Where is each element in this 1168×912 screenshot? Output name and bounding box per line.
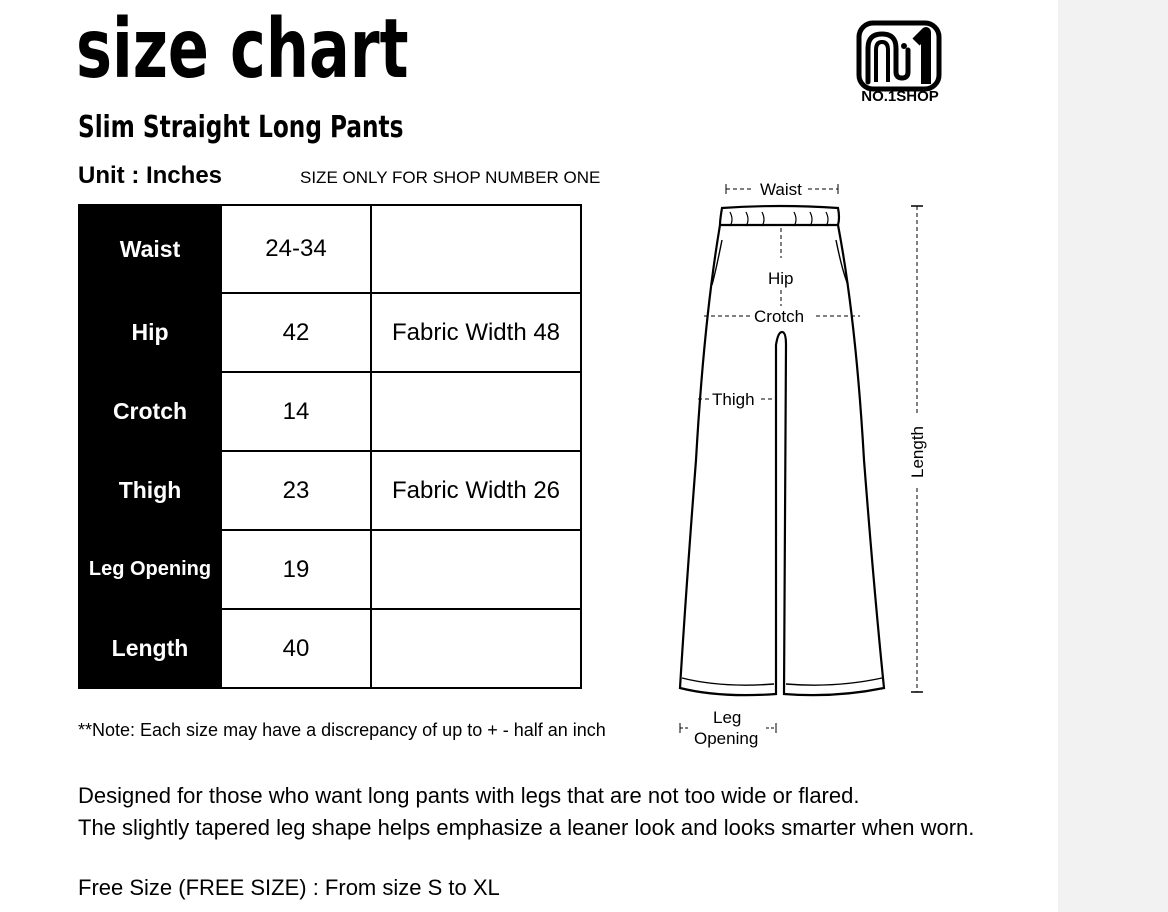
row-extra: Fabric Width 26 (371, 451, 581, 530)
row-extra (371, 530, 581, 609)
row-value: 14 (221, 372, 371, 451)
row-extra: Fabric Width 48 (371, 293, 581, 372)
description-line: Designed for those who want long pants with legs that are not too wide or flared. (78, 783, 860, 808)
table-row (79, 609, 581, 688)
waist-label: Waist (760, 180, 802, 199)
row-label: Waist (79, 205, 221, 293)
pants-diagram (660, 170, 950, 760)
row-label: Hip (79, 293, 221, 372)
row-extra (371, 372, 581, 451)
row-label: Crotch (79, 372, 221, 451)
side-panel (1058, 0, 1168, 912)
page-title: size chart (76, 2, 409, 97)
table-row (79, 372, 581, 451)
length-label: Length (908, 426, 927, 478)
product-description (78, 780, 974, 844)
row-extra (371, 609, 581, 688)
table-row (79, 205, 581, 293)
opening-label: Opening (694, 729, 759, 748)
row-label: Thigh (79, 451, 221, 530)
description-line: The slightly tapered leg shape helps emphasize a leaner look and looks smarter when worn. (78, 815, 975, 840)
unit-label: Unit : Inches (78, 162, 223, 189)
row-value: 23 (221, 451, 371, 530)
discrepancy-note: **Note: Each size may have a discrepancy of up to + - half an inch (78, 720, 606, 740)
length-measure (908, 206, 927, 692)
row-label: Leg Opening (79, 530, 221, 609)
hip-label: Hip (768, 269, 794, 288)
waist-measure (726, 180, 838, 199)
table-row (79, 530, 581, 609)
row-value: 24-34 (221, 205, 371, 293)
logo-text: NO.1SHOP (861, 88, 939, 105)
free-size-info: Free Size (FREE SIZE) : From size S to XL (78, 875, 500, 900)
table-row (79, 293, 581, 372)
row-extra (371, 205, 581, 293)
table-row (79, 451, 581, 530)
size-table (78, 204, 582, 689)
product-name: Slim Straight Long Pants (78, 110, 404, 145)
row-value: 42 (221, 293, 371, 372)
thigh-label: Thigh (712, 390, 755, 409)
shop-note: SIZE ONLY FOR SHOP NUMBER ONE (300, 168, 601, 187)
row-value: 40 (221, 609, 371, 688)
leg-label: Leg (713, 708, 742, 727)
row-label: Length (79, 609, 221, 688)
crotch-label: Crotch (754, 307, 805, 326)
row-value: 19 (221, 530, 371, 609)
leg-opening-measure (680, 708, 776, 748)
